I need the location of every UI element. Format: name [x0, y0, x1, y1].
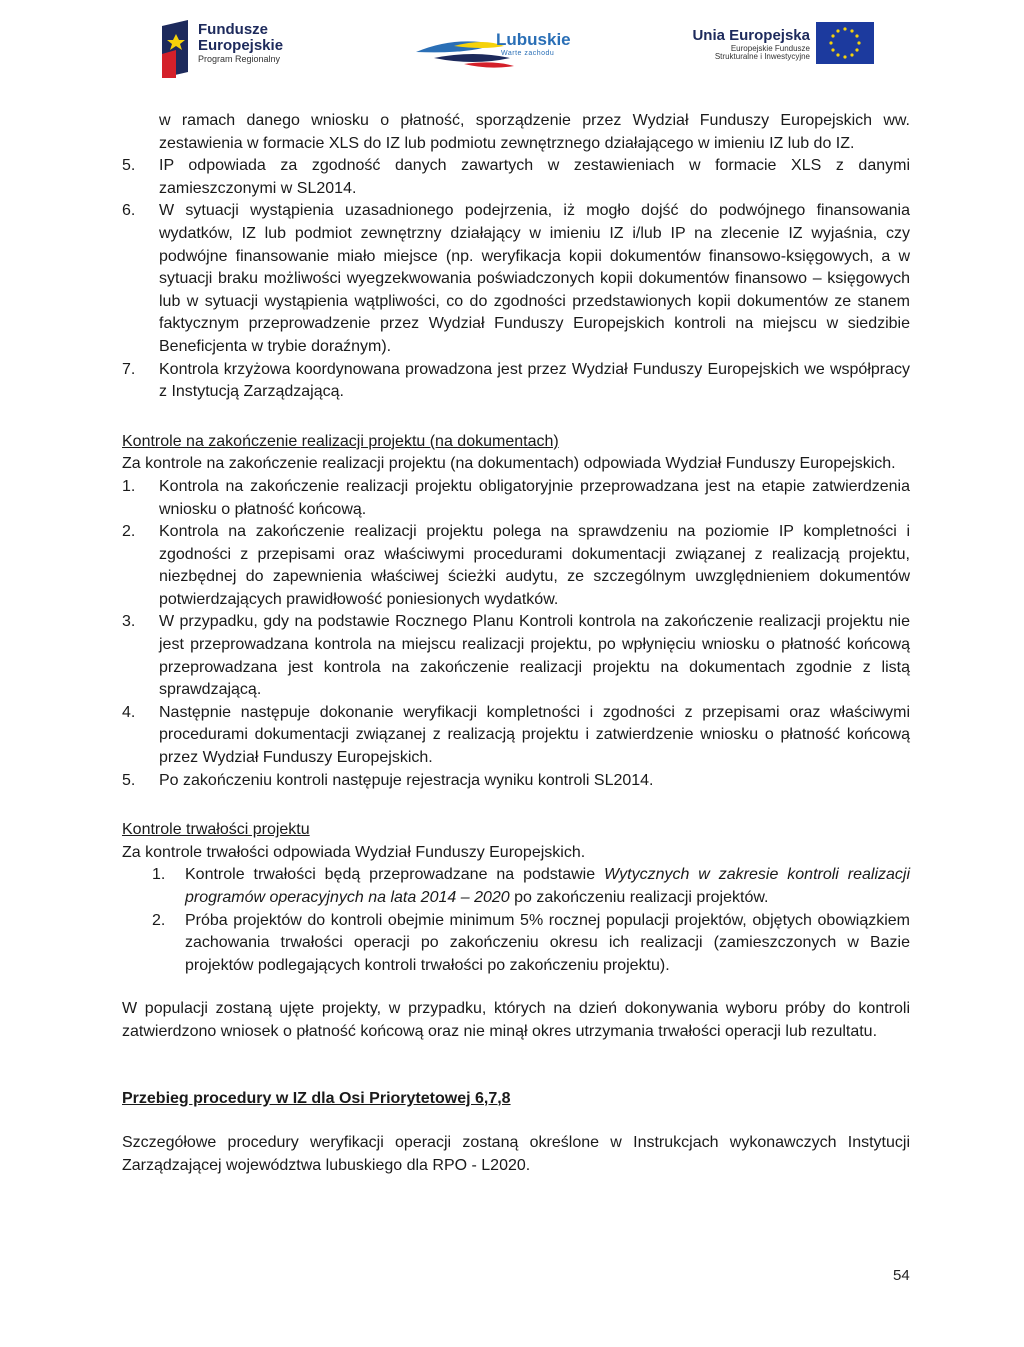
section-intro-durability: Za kontrole trwałości odpowiada Wydział Funduszy Europejskich. [122, 843, 586, 861]
list-item-text: W sytuacji wystąpienia uzasadnionego podejrzenia, iż mogło dojść do podwójnego finansowania wydatków, IZ lub podmiot zewnętrzny działający w imieniu IZ i/lub IP na zlecenie IZ wyjaśnia, czy podwójne finansowanie miało miejsce (np. weryfikacja kopii dokumentów finansowo-księgowych, a w sytuacji braku możliwości wyegzekwowania poświadczonych kopii dokumentów finansowo – księgowych lub w sytuacji wystąpienia wątpliwości, co do zgodności przedstawionych kopii dokumentów ze stanem faktycznym przeprowadzenie przez Wydział Funduszy Europejskich kontroli na miejscu w siedzibie Beneficjenta w trybie doraźnym). [159, 202, 910, 355]
list-item-text-post: po zakończeniu realizacji projektów. [509, 889, 769, 906]
list-item-text: Następnie następuje dokonanie weryfikacji kompletności i zgodności z przepisami oraz właściwymi procedurami dokumentacji związanej z realizacją projektu i zatwierdzenie wniosku o płatność końcową przez Wydział Funduszy Europejskich. [159, 703, 910, 767]
unia-europejska-text [692, 28, 810, 62]
unia-europejska-logo [660, 22, 880, 78]
list-item [122, 200, 910, 358]
fe-logo-line2: Europejskie [198, 37, 284, 54]
guidelines-title: Wytycznych w zakresie kontroli realizacji programów operacyjnych na lata 2014 – 2020 [185, 866, 910, 906]
section-heading-durability: Kontrole trwałości projektu [122, 821, 310, 839]
page-number: 54 [893, 1267, 910, 1284]
list-item-number: 6. [122, 202, 136, 220]
section-intro-final-control: Za kontrole na zakończenie realizacji projektu (na dokumentach) odpowiada Wydział Funduszy Europejskich. [122, 455, 896, 473]
document-body [122, 110, 910, 1177]
list-item-number: 1. [152, 866, 166, 884]
list-item [122, 521, 910, 611]
list-item-number: 5. [122, 771, 136, 789]
list-item-number: 7. [122, 360, 136, 378]
ue-logo-line1: Unia Europejska [692, 27, 810, 44]
ue-logo-line2: Europejskie Fundusze [730, 43, 810, 53]
list-item-text: Kontrola krzyżowa koordynowana prowadzona jest przez Wydział Funduszy Europejskich we współpracy z Instytucją Zarządzającą. [159, 360, 910, 401]
lubuskie-tagline: Warte zachodu [501, 50, 555, 57]
list-item-text: Kontrola na zakończenie realizacji projektu polega na sprawdzeniu na poziomie IP kompletności i zgodności z przepisami oraz właściwymi procedurami dokumentacji związanej z realizacją projektu, niezbędnej do zapewnienia właściwej ścieżki audytu, ze szczególnym uwzględnieniem dokumentów potwierdzających prawidłowość poniesionych wydatków. [159, 523, 910, 608]
eu-stars-icon [816, 22, 874, 64]
list-item-text: Kontrola na zakończenie realizacji projektu obligatoryjnie przeprowadzana jest na etapie zatwierdzenia wniosku o płatność końcową. [159, 477, 910, 518]
fundusze-europejskie-text [198, 22, 283, 64]
list-item-number: 5. [122, 157, 136, 175]
section3-list [122, 864, 910, 977]
list-item [122, 702, 910, 770]
lubuskie-name: Lubuskie [496, 30, 571, 49]
list-item [122, 770, 910, 793]
list-item [122, 611, 910, 701]
list-item-text-pre: Kontrole trwałości będą przeprowadzane na podstawie [185, 866, 605, 884]
fe-logo-line3: Program Regionalny [198, 54, 281, 64]
ue-logo-line3: Strukturalne i Inwestycyjne [714, 52, 810, 62]
list-item [122, 359, 910, 404]
section2-list [122, 476, 910, 792]
list-item [122, 155, 910, 200]
fundusze-europejskie-emblem-icon [158, 20, 192, 78]
list-item [122, 476, 910, 521]
list-item [122, 864, 910, 909]
eu-flag-icon [816, 22, 874, 64]
list-item-number: 2. [122, 523, 136, 541]
section1-list [122, 155, 910, 404]
list-item-number: 1. [122, 477, 136, 495]
list-item-text: W przypadku, gdy na podstawie Rocznego Planu Kontroli kontrola na zakończenie realizacji projektu nie jest przeprowadzana kontrola na miejscu realizacji projektu, po wpłynięciu wniosku o płatność końcową przeprowadzana jest kontrola na zakończenie realizacji projektu na dokumentach zgodnie z listą sprawdzającą. [159, 613, 910, 699]
procedure-paragraph: Szczegółowe procedury weryfikacji operacji zostaną określone w Instrukcjach wykonawczych Instytucji Zarządzającej województwa lubuskiego dla RPO - L2020. [122, 1134, 910, 1174]
section-heading-final-control: Kontrole na zakończenie realizacji projektu (na dokumentach) [122, 432, 559, 450]
fundusze-europejskie-logo [158, 20, 338, 78]
section-heading-procedure: Przebieg procedury w IZ dla Osi Priorytetowej 6,7,8 [122, 1089, 511, 1107]
fe-logo-line1: Fundusze [198, 21, 268, 38]
closing-paragraph: W populacji zostaną ujęte projekty, w przypadku, których na dzień dokonywania wyboru próby do kontroli zatwierdzono wniosek o płatność końcową oraz nie minął okres utrzymania trwałości operacji lub rezultatu. [122, 1000, 910, 1040]
list-item-number: 3. [122, 613, 136, 631]
list-item-text: IP odpowiada za zgodność danych zawartych w zestawieniach w formacie XLS z danymi zamieszczonymi w SL2014. [159, 157, 910, 197]
list-item-number: 2. [152, 911, 166, 929]
lubuskie-logo [414, 24, 594, 74]
list-item-number: 4. [122, 703, 136, 721]
list-item-text: Po zakończeniu kontroli następuje rejestracja wyniku kontroli SL2014. [159, 771, 654, 789]
continuation-paragraph: w ramach danego wniosku o płatność, sporządzenie przez Wydział Funduszy Europejskich ww. zestawienia w formacie XLS do IZ lub podmiotu zewnętrznego działającego w imieniu IZ lub do IZ. [159, 112, 910, 152]
page-header [0, 18, 1024, 80]
list-item [122, 910, 910, 978]
list-item-text: Próba projektów do kontroli obejmie minimum 5% rocznej populacji projektów, objętych obowiązkiem zachowania trwałości operacji po zakończeniu okresu ich realizacji (zamieszczonych w Bazie projektów podlegających kontroli trwałości po zakończeniu projektu). [185, 911, 910, 974]
